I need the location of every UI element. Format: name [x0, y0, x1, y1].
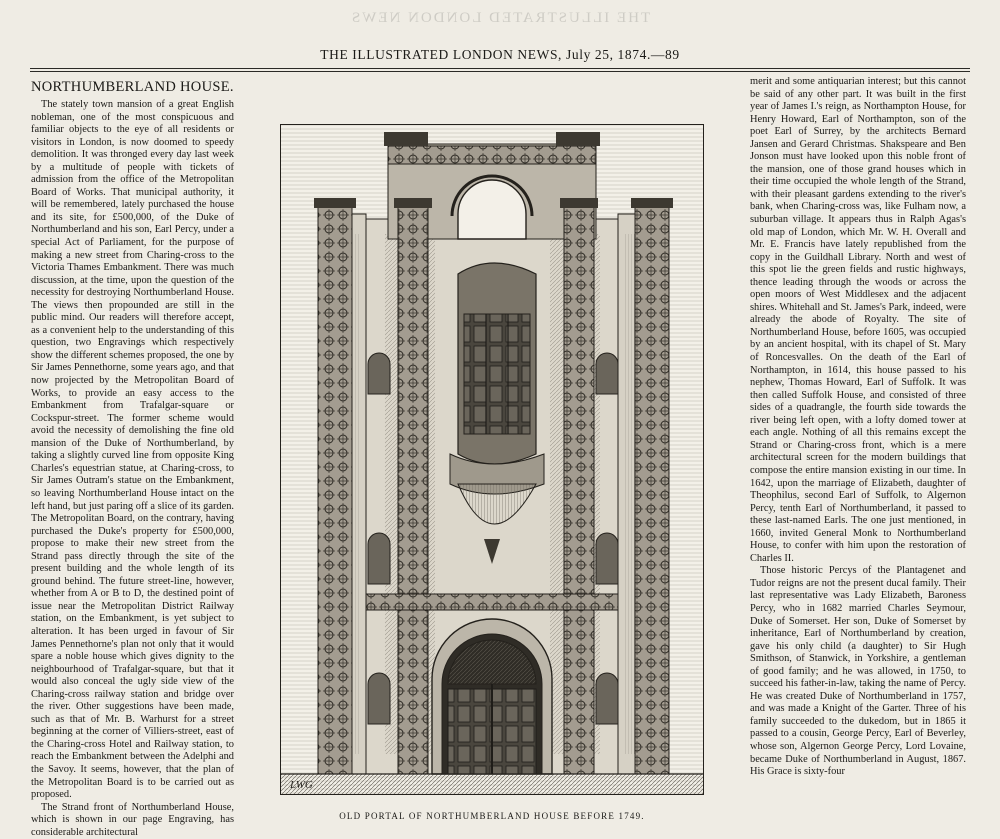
header-rule — [30, 68, 970, 69]
header-rule-thin — [30, 71, 970, 72]
ground — [281, 774, 703, 794]
page-header: THE ILLUSTRATED LONDON NEWS, July 25, 1874.—89 — [320, 47, 680, 62]
engraver-signature: LWG — [290, 779, 313, 791]
paragraph: Those historic Percys of the Plantagenet and Tudor reigns are not the present ducal family. Their last representative was Lady Elizabeth, Baroness Percy, who in 1682 married Charles Seymour, Duke of Somerset. Her son, Duke of Somerset by inheritance, Earl of Northumberland by creation, gave his only child (a daughter) to Sir Hugh Smithson, of Stanwick, in Yorkshire, a gentleman of good family; and he was allowed, in 1750, to succeed his father-in-law, taking the name of Percy. He was created Duke of Northumberland in 1757, and was made a Knight of the Garter. Three of his family succeeded to the dukedom, but in 1865 it passed to a cousin, George Percy, Earl of Beverley, whose son, Algernon George Percy, Lord Lovaine, became Duke of Northumberland in August, 1867. His Grace is sixty-four — [750, 565, 966, 778]
bleed-through-text: THE ILLUSTRATED LONDON NEWS — [349, 10, 651, 26]
paragraph: The Strand front of Northumberland House, which is shown in our page Engraving, has considerable architectural — [31, 801, 234, 838]
frieze — [366, 594, 618, 610]
upper-arch-opening — [458, 180, 526, 239]
right-column — [750, 76, 966, 831]
portal-engraving — [280, 124, 704, 795]
arched-doorway — [432, 619, 552, 774]
paragraph: The stately town mansion of a great English nobleman, one of the most conspicuous and familiar objects to the eye of all residents or visitors in London, is now doomed to speedy demolition. It was thronged every day last week by a multitude of people with tickets of admission from the office of the Metropolitan Board of Works. That municipal authority, it will be remembered, lately purchased the house and its site, for £500,000, of the Duke of Northumberland and his son, Earl Percy, under a special Act of Parliament, for the purpose of making a new street from Charing-cross to the Victoria Thames Embankment. There was much discussion, at the time, upon the question of the necessity for destroying Northumberland House. The views then propounded are still in the public mind. Our readers will therefore accept, as a convenient help to the understanding of this question, two Engravings which respectively show the different schemes proposed, the one by Sir James Pennethorne, some years ago, and that now projected by the Metropolitan Board of Works, to provide an easy access to the Embankment from Trafalgar-square or Cockspur-street. The former scheme would avoid the necessity of demolishing the fine old mansion of the Duke of Northumberland, by taking a slightly curved line from opposite King Charles's equestrian statue, at Charing-cross, to Sir James Outram's statue on the Embankment, so leaving Northumberland House intact on the left hand, but just paring off a slice of its garden. The Metropolitan Board, on the contrary, having purchased the Duke's property for £500,000, propose to make their new street from the Strand pass directly through the site of the present building and the whole length of its ground behind. The future street-line, however, whether from A or B to D, the destined point of issue near the Metropolitan District Railway station, on the Embankment, is yet subject to alteration. It has been urged in favour of Sir James Pennethorne's plan not only that it would spare a noble house which gives dignity to the neighbourhood of Trafalgar-square, but that it would also conceal the ugly side view of the Charing-cross railway station and bridge over the river. Other suggestions have been made, such as that of Mr. B. Warhurst for a street beginning at the corner of Villiers-street, east of the Charing-cross Hotel and Railway station, to reach the Embankment between the Adelphi and the Savoy. It seems, however, that the plan of the Metropolitan Board is to be carried out as proposed. — [31, 99, 234, 801]
illustration-caption: OLD PORTAL OF NORTHUMBERLAND HOUSE BEFORE 1749. — [339, 811, 645, 821]
paragraph: merit and some antiquarian interest; but this cannot be said of any other part. It was built in the first year of James I.'s reign, as Northampton House, for Henry Howard, Earl of Northampton, son of the poet Earl of Surrey, by the architects Bernard Jansen and Gerard Christmas. Shakspeare and Ben Jonson must have looked upon this noble front of the mansion, one of those grand houses which in their time occupied the whole length of the Strand, with their pleasant gardens extending to the river's bank, when Charing-cross was, like Fulham now, a suburban village. It appears thus in Ralph Agas's old map of London, which Mr. W. H. Overall and Mr. E. Francis have lately republished from the copy in the Guildhall Library. North and west of this spot lie the green fields and rustic highways, thence leading through the woods or across the open moors of West Middlesex and the adjacent shires. Whitehall and St. James's Park, indeed, were already the abode of Royalty. The site of Northumberland House, before 1605, was occupied by an ancient hospital, with its chapel of St. Mary of Roncesvalles. On the death of the Earl of Northampton, in 1614, this house passed to his nephew, Thomas Howard, Earl of Suffolk. It was then called Suffolk House, and consisted of three sides of a quadrangle, the fourth side towards the river being left open, with a lofty domed tower at each angle. Nothing of all this remains except the Strand or Charing-cross front, which is a mere architectural screen for the modern buildings that compose the entire mansion existing in our time. In 1642, upon the marriage of Elizabeth, daughter of Theophilus, second Earl of Suffolk, to Algernon Percy, tenth Earl of Northumberland, it passed to these last-named Earls. The one just mentioned, in 1660, invited General Monk to Northumberland House, to confer with him upon the restoration of Charles II. — [750, 76, 966, 564]
left-column — [31, 99, 234, 838]
article-title: NORTHUMBERLAND HOUSE. — [31, 79, 234, 95]
